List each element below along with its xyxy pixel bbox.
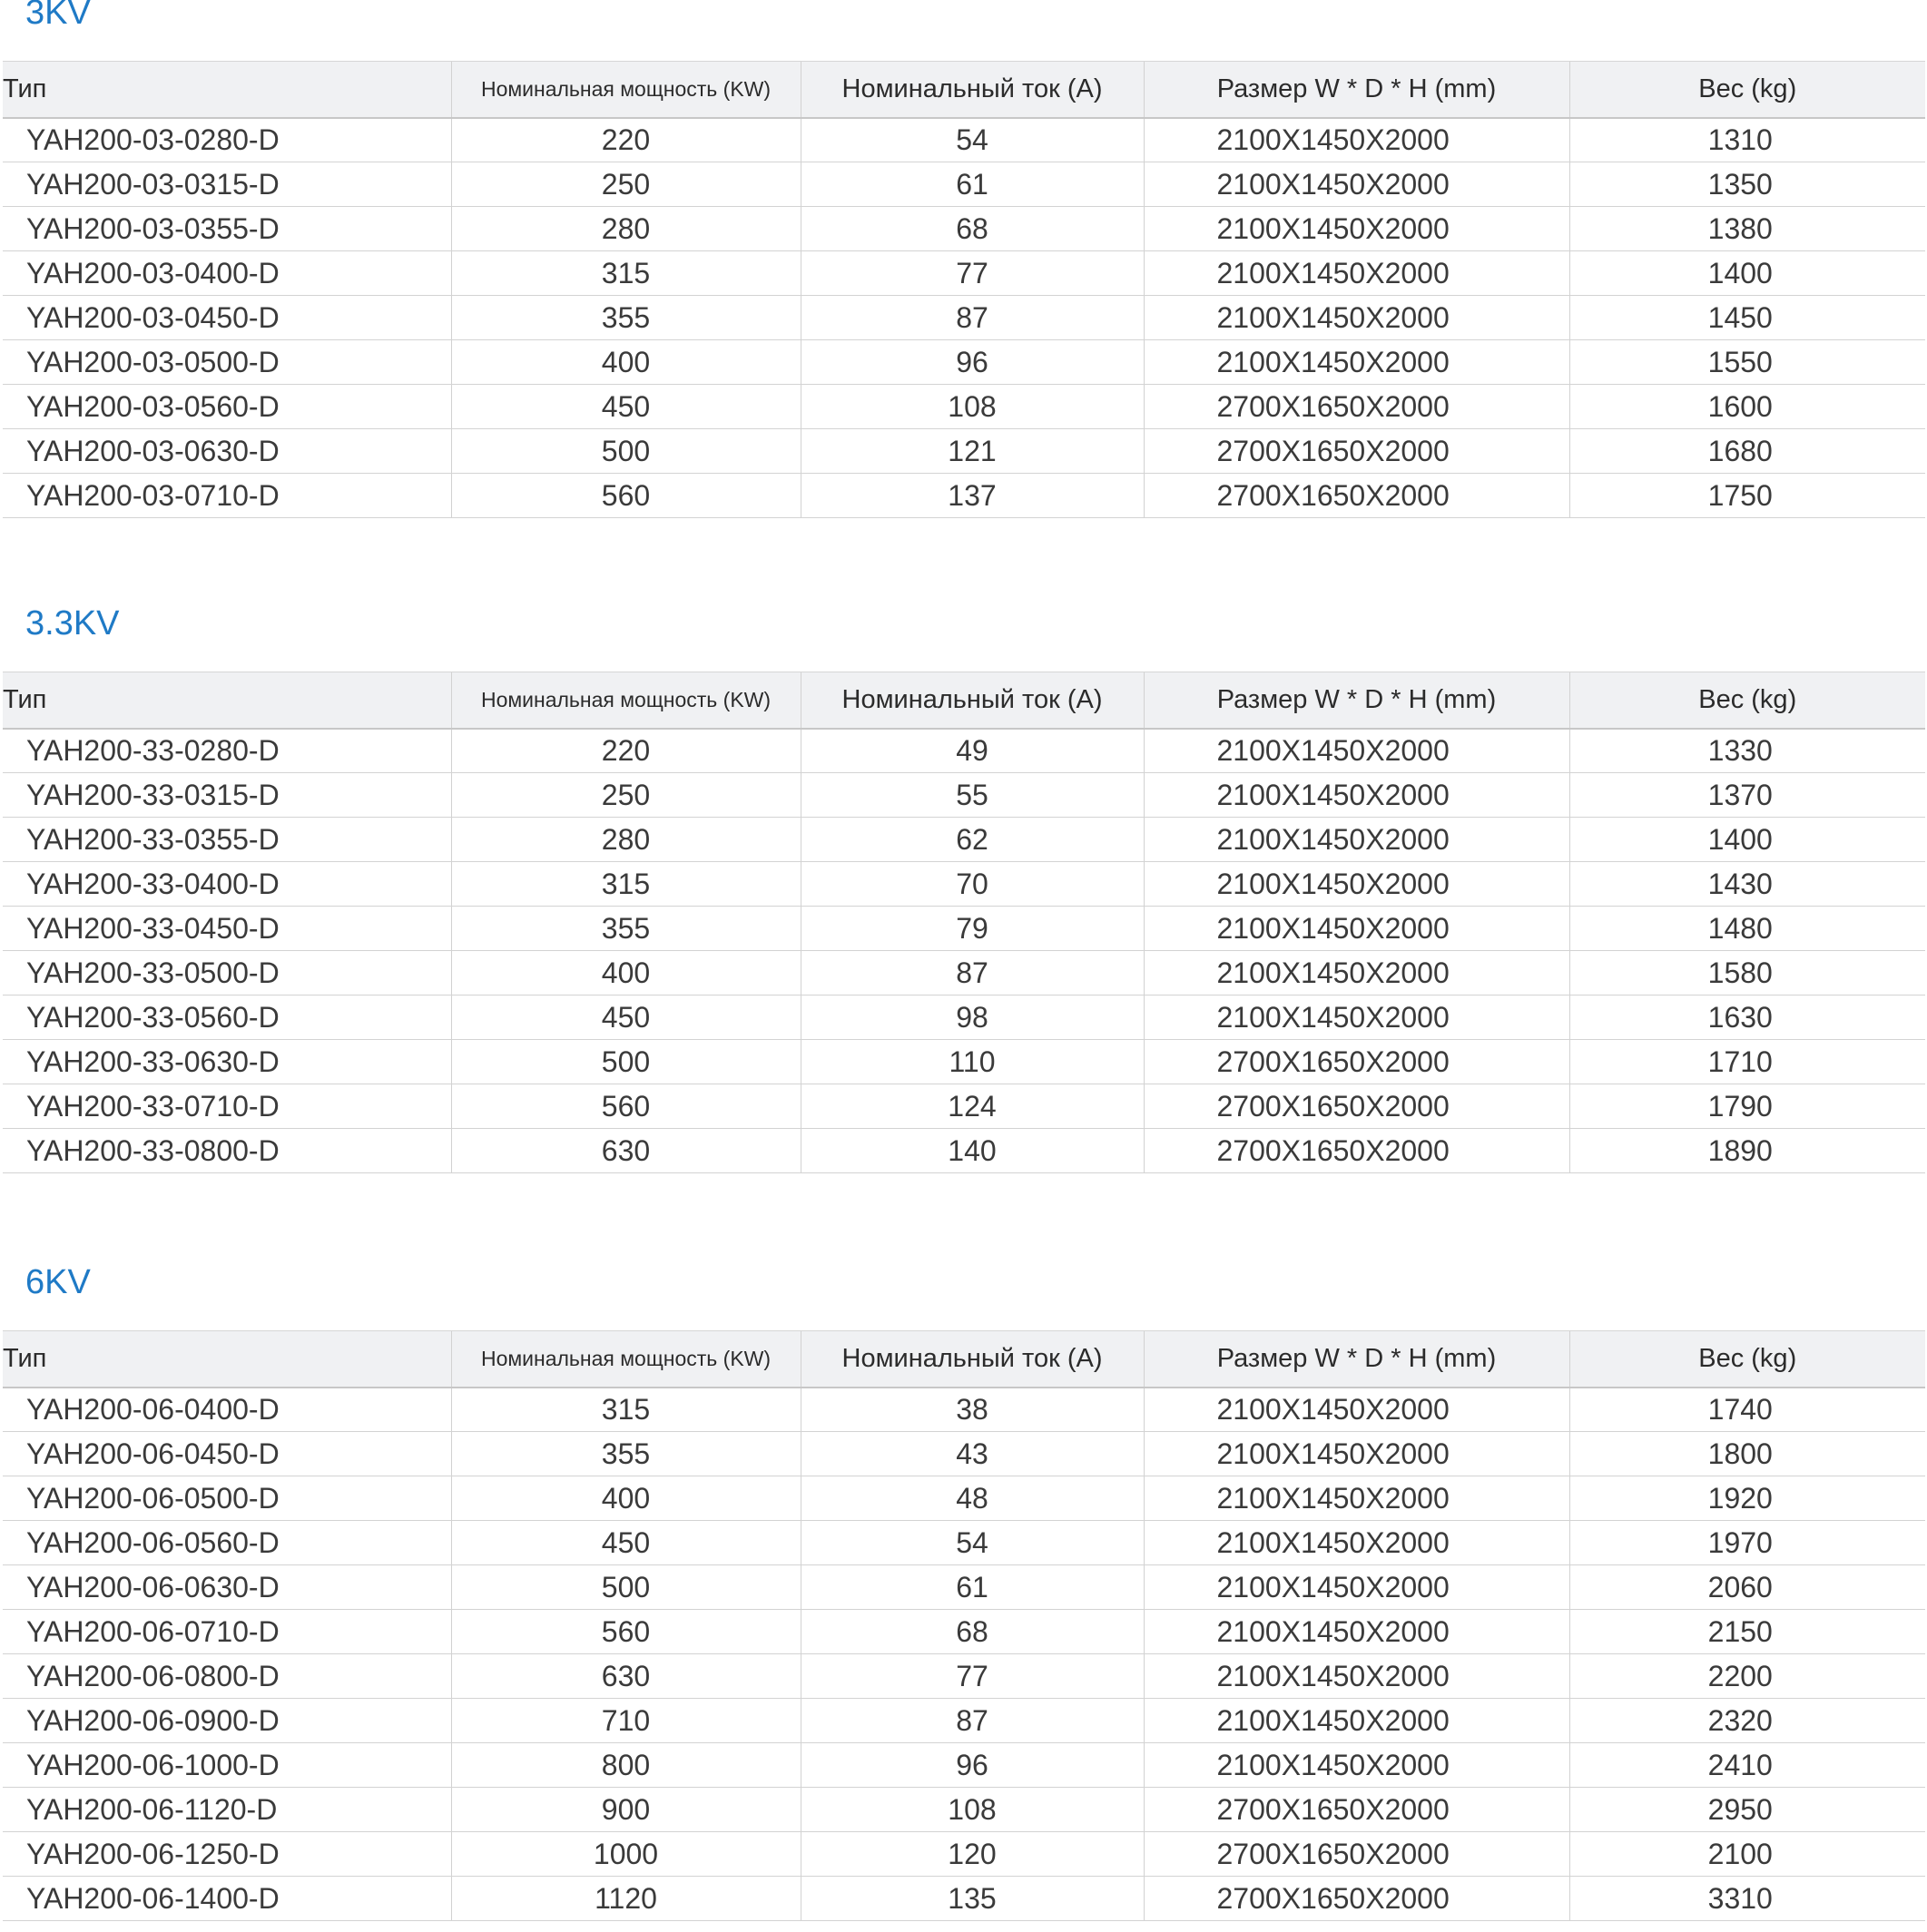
cell-type: YAH200-33-0630-D xyxy=(3,1040,451,1084)
cell-type: YAH200-33-0560-D xyxy=(3,995,451,1040)
cell-size: 2100X1450X2000 xyxy=(1144,951,1569,995)
cell-size: 2700X1650X2000 xyxy=(1144,1084,1569,1129)
cell-type: YAH200-03-0400-D xyxy=(3,251,451,296)
cell-current: 96 xyxy=(801,1743,1144,1788)
table-row xyxy=(3,1699,1925,1743)
cell-power: 220 xyxy=(451,729,801,773)
cell-current: 87 xyxy=(801,951,1144,995)
cell-type: YAH200-06-0560-D xyxy=(3,1521,451,1565)
cell-size: 2100X1450X2000 xyxy=(1144,1565,1569,1610)
cell-current: 68 xyxy=(801,207,1144,251)
cell-size: 2700X1650X2000 xyxy=(1144,1877,1569,1921)
table-row xyxy=(3,296,1925,340)
cell-power: 710 xyxy=(451,1699,801,1743)
cell-type: YAH200-06-0400-D xyxy=(3,1388,451,1432)
cell-weight: 1710 xyxy=(1569,1040,1925,1084)
cell-type: YAH200-06-1120-D xyxy=(3,1788,451,1832)
cell-current: 79 xyxy=(801,907,1144,951)
cell-power: 630 xyxy=(451,1654,801,1699)
cell-current: 55 xyxy=(801,773,1144,818)
cell-current: 77 xyxy=(801,251,1144,296)
table-row xyxy=(3,1877,1925,1921)
cell-type: YAH200-03-0355-D xyxy=(3,207,451,251)
column-header-weight: Вес (kg) xyxy=(1569,1331,1925,1388)
cell-power: 900 xyxy=(451,1788,801,1832)
cell-current: 120 xyxy=(801,1832,1144,1877)
column-header-power: Номинальная мощность (KW) xyxy=(451,1331,801,1388)
cell-current: 96 xyxy=(801,340,1144,385)
cell-power: 450 xyxy=(451,385,801,429)
column-header-weight: Вес (kg) xyxy=(1569,672,1925,729)
cell-type: YAH200-03-0630-D xyxy=(3,429,451,474)
cell-weight: 1890 xyxy=(1569,1129,1925,1173)
cell-size: 2100X1450X2000 xyxy=(1144,1476,1569,1521)
cell-current: 54 xyxy=(801,118,1144,162)
cell-size: 2100X1450X2000 xyxy=(1144,862,1569,907)
cell-type: YAH200-06-0900-D xyxy=(3,1699,451,1743)
spec-table xyxy=(3,1330,1925,1921)
cell-power: 250 xyxy=(451,773,801,818)
cell-power: 560 xyxy=(451,1084,801,1129)
table-row xyxy=(3,1610,1925,1654)
column-header-size: Размер W * D * H (mm) xyxy=(1144,1331,1569,1388)
column-header-size: Размер W * D * H (mm) xyxy=(1144,672,1569,729)
cell-weight: 1550 xyxy=(1569,340,1925,385)
cell-power: 1000 xyxy=(451,1832,801,1877)
cell-weight: 1630 xyxy=(1569,995,1925,1040)
cell-weight: 1600 xyxy=(1569,385,1925,429)
cell-type: YAH200-06-1400-D xyxy=(3,1877,451,1921)
cell-current: 62 xyxy=(801,818,1144,862)
cell-type: YAH200-06-0450-D xyxy=(3,1432,451,1476)
cell-size: 2100X1450X2000 xyxy=(1144,1743,1569,1788)
cell-weight: 1450 xyxy=(1569,296,1925,340)
cell-power: 500 xyxy=(451,1040,801,1084)
table-row xyxy=(3,207,1925,251)
table-row xyxy=(3,1654,1925,1699)
cell-current: 135 xyxy=(801,1877,1144,1921)
cell-size: 2700X1650X2000 xyxy=(1144,1129,1569,1173)
cell-power: 400 xyxy=(451,1476,801,1521)
cell-current: 87 xyxy=(801,1699,1144,1743)
table-row xyxy=(3,995,1925,1040)
cell-size: 2100X1450X2000 xyxy=(1144,1432,1569,1476)
cell-power: 500 xyxy=(451,429,801,474)
column-header-type: Тип xyxy=(3,672,451,729)
cell-power: 400 xyxy=(451,340,801,385)
cell-weight: 1920 xyxy=(1569,1476,1925,1521)
table-row xyxy=(3,251,1925,296)
table-row xyxy=(3,818,1925,862)
cell-type: YAH200-03-0560-D xyxy=(3,385,451,429)
cell-type: YAH200-33-0800-D xyxy=(3,1129,451,1173)
cell-weight: 1680 xyxy=(1569,429,1925,474)
cell-weight: 2060 xyxy=(1569,1565,1925,1610)
cell-weight: 1330 xyxy=(1569,729,1925,773)
table-row xyxy=(3,162,1925,207)
cell-current: 124 xyxy=(801,1084,1144,1129)
cell-current: 110 xyxy=(801,1040,1144,1084)
table-row xyxy=(3,118,1925,162)
table-row xyxy=(3,1832,1925,1877)
cell-weight: 1380 xyxy=(1569,207,1925,251)
cell-current: 48 xyxy=(801,1476,1144,1521)
cell-current: 98 xyxy=(801,995,1144,1040)
spec-table xyxy=(3,672,1925,1173)
table-row xyxy=(3,951,1925,995)
cell-power: 355 xyxy=(451,1432,801,1476)
column-header-current: Номинальный ток (A) xyxy=(801,672,1144,729)
cell-size: 2100X1450X2000 xyxy=(1144,818,1569,862)
cell-size: 2100X1450X2000 xyxy=(1144,773,1569,818)
cell-weight: 1580 xyxy=(1569,951,1925,995)
table-row xyxy=(3,474,1925,518)
table-row xyxy=(3,385,1925,429)
cell-weight: 1750 xyxy=(1569,474,1925,518)
cell-weight: 1350 xyxy=(1569,162,1925,207)
header-row xyxy=(3,62,1925,118)
cell-type: YAH200-33-0280-D xyxy=(3,729,451,773)
cell-power: 400 xyxy=(451,951,801,995)
cell-current: 43 xyxy=(801,1432,1144,1476)
column-header-current: Номинальный ток (A) xyxy=(801,62,1144,118)
column-header-power: Номинальная мощность (KW) xyxy=(451,672,801,729)
cell-size: 2100X1450X2000 xyxy=(1144,251,1569,296)
cell-size: 2100X1450X2000 xyxy=(1144,296,1569,340)
cell-weight: 2150 xyxy=(1569,1610,1925,1654)
cell-type: YAH200-06-0800-D xyxy=(3,1654,451,1699)
table-row xyxy=(3,1084,1925,1129)
cell-size: 2100X1450X2000 xyxy=(1144,1521,1569,1565)
cell-power: 560 xyxy=(451,1610,801,1654)
cell-current: 61 xyxy=(801,1565,1144,1610)
cell-power: 315 xyxy=(451,251,801,296)
header-row xyxy=(3,672,1925,729)
cell-type: YAH200-06-0630-D xyxy=(3,1565,451,1610)
cell-weight: 1430 xyxy=(1569,862,1925,907)
cell-size: 2100X1450X2000 xyxy=(1144,1699,1569,1743)
cell-type: YAH200-06-0710-D xyxy=(3,1610,451,1654)
table-row xyxy=(3,1129,1925,1173)
cell-power: 220 xyxy=(451,118,801,162)
cell-power: 500 xyxy=(451,1565,801,1610)
cell-weight: 2410 xyxy=(1569,1743,1925,1788)
cell-current: 61 xyxy=(801,162,1144,207)
cell-type: YAH200-33-0710-D xyxy=(3,1084,451,1129)
cell-weight: 1400 xyxy=(1569,251,1925,296)
cell-type: YAH200-33-0500-D xyxy=(3,951,451,995)
column-header-type: Тип xyxy=(3,62,451,118)
cell-current: 140 xyxy=(801,1129,1144,1173)
column-header-power: Номинальная мощность (KW) xyxy=(451,62,801,118)
cell-weight: 1310 xyxy=(1569,118,1925,162)
cell-current: 121 xyxy=(801,429,1144,474)
cell-weight: 1400 xyxy=(1569,818,1925,862)
column-header-weight: Вес (kg) xyxy=(1569,62,1925,118)
cell-size: 2100X1450X2000 xyxy=(1144,340,1569,385)
cell-size: 2700X1650X2000 xyxy=(1144,429,1569,474)
cell-size: 2700X1650X2000 xyxy=(1144,385,1569,429)
cell-power: 315 xyxy=(451,1388,801,1432)
cell-size: 2700X1650X2000 xyxy=(1144,474,1569,518)
cell-current: 49 xyxy=(801,729,1144,773)
cell-power: 450 xyxy=(451,1521,801,1565)
cell-current: 137 xyxy=(801,474,1144,518)
header-row xyxy=(3,1331,1925,1388)
cell-type: YAH200-33-0450-D xyxy=(3,907,451,951)
table-row xyxy=(3,907,1925,951)
cell-power: 560 xyxy=(451,474,801,518)
cell-type: YAH200-33-0400-D xyxy=(3,862,451,907)
cell-type: YAH200-06-1250-D xyxy=(3,1832,451,1877)
table-row xyxy=(3,340,1925,385)
cell-size: 2100X1450X2000 xyxy=(1144,1388,1569,1432)
cell-size: 2100X1450X2000 xyxy=(1144,1654,1569,1699)
table-row xyxy=(3,1388,1925,1432)
cell-weight: 1970 xyxy=(1569,1521,1925,1565)
cell-power: 630 xyxy=(451,1129,801,1173)
table-row xyxy=(3,1476,1925,1521)
table-row xyxy=(3,862,1925,907)
table-row xyxy=(3,1040,1925,1084)
cell-size: 2100X1450X2000 xyxy=(1144,118,1569,162)
cell-power: 280 xyxy=(451,207,801,251)
cell-type: YAH200-03-0315-D xyxy=(3,162,451,207)
cell-power: 355 xyxy=(451,907,801,951)
cell-size: 2100X1450X2000 xyxy=(1144,207,1569,251)
table-row xyxy=(3,429,1925,474)
cell-type: YAH200-06-1000-D xyxy=(3,1743,451,1788)
section-title: 3KV xyxy=(25,0,91,32)
cell-size: 2700X1650X2000 xyxy=(1144,1788,1569,1832)
column-header-size: Размер W * D * H (mm) xyxy=(1144,62,1569,118)
cell-weight: 1800 xyxy=(1569,1432,1925,1476)
cell-weight: 1790 xyxy=(1569,1084,1925,1129)
cell-type: YAH200-06-0500-D xyxy=(3,1476,451,1521)
cell-size: 2100X1450X2000 xyxy=(1144,995,1569,1040)
cell-power: 450 xyxy=(451,995,801,1040)
table-row xyxy=(3,729,1925,773)
cell-type: YAH200-03-0500-D xyxy=(3,340,451,385)
table-row xyxy=(3,1432,1925,1476)
cell-current: 87 xyxy=(801,296,1144,340)
cell-power: 250 xyxy=(451,162,801,207)
table-row xyxy=(3,1565,1925,1610)
cell-power: 1120 xyxy=(451,1877,801,1921)
cell-power: 800 xyxy=(451,1743,801,1788)
cell-type: YAH200-03-0280-D xyxy=(3,118,451,162)
table-row xyxy=(3,1788,1925,1832)
cell-weight: 2950 xyxy=(1569,1788,1925,1832)
table-row xyxy=(3,1743,1925,1788)
cell-type: YAH200-33-0315-D xyxy=(3,773,451,818)
cell-weight: 2320 xyxy=(1569,1699,1925,1743)
cell-weight: 1370 xyxy=(1569,773,1925,818)
cell-size: 2700X1650X2000 xyxy=(1144,1832,1569,1877)
table-row xyxy=(3,773,1925,818)
cell-type: YAH200-33-0355-D xyxy=(3,818,451,862)
section-title: 6KV xyxy=(25,1263,91,1301)
cell-current: 70 xyxy=(801,862,1144,907)
spec-table xyxy=(3,61,1925,518)
cell-weight: 2200 xyxy=(1569,1654,1925,1699)
cell-size: 2700X1650X2000 xyxy=(1144,1040,1569,1084)
cell-size: 2100X1450X2000 xyxy=(1144,162,1569,207)
cell-weight: 3310 xyxy=(1569,1877,1925,1921)
cell-current: 108 xyxy=(801,385,1144,429)
cell-size: 2100X1450X2000 xyxy=(1144,1610,1569,1654)
cell-size: 2100X1450X2000 xyxy=(1144,907,1569,951)
cell-type: YAH200-03-0710-D xyxy=(3,474,451,518)
cell-power: 355 xyxy=(451,296,801,340)
cell-current: 108 xyxy=(801,1788,1144,1832)
cell-current: 77 xyxy=(801,1654,1144,1699)
cell-weight: 2100 xyxy=(1569,1832,1925,1877)
cell-size: 2100X1450X2000 xyxy=(1144,729,1569,773)
column-header-type: Тип xyxy=(3,1331,451,1388)
table-row xyxy=(3,1521,1925,1565)
section-title: 3.3KV xyxy=(25,604,120,642)
column-header-current: Номинальный ток (A) xyxy=(801,1331,1144,1388)
cell-current: 38 xyxy=(801,1388,1144,1432)
cell-power: 315 xyxy=(451,862,801,907)
cell-power: 280 xyxy=(451,818,801,862)
cell-type: YAH200-03-0450-D xyxy=(3,296,451,340)
cell-weight: 1480 xyxy=(1569,907,1925,951)
cell-weight: 1740 xyxy=(1569,1388,1925,1432)
cell-current: 54 xyxy=(801,1521,1144,1565)
cell-current: 68 xyxy=(801,1610,1144,1654)
